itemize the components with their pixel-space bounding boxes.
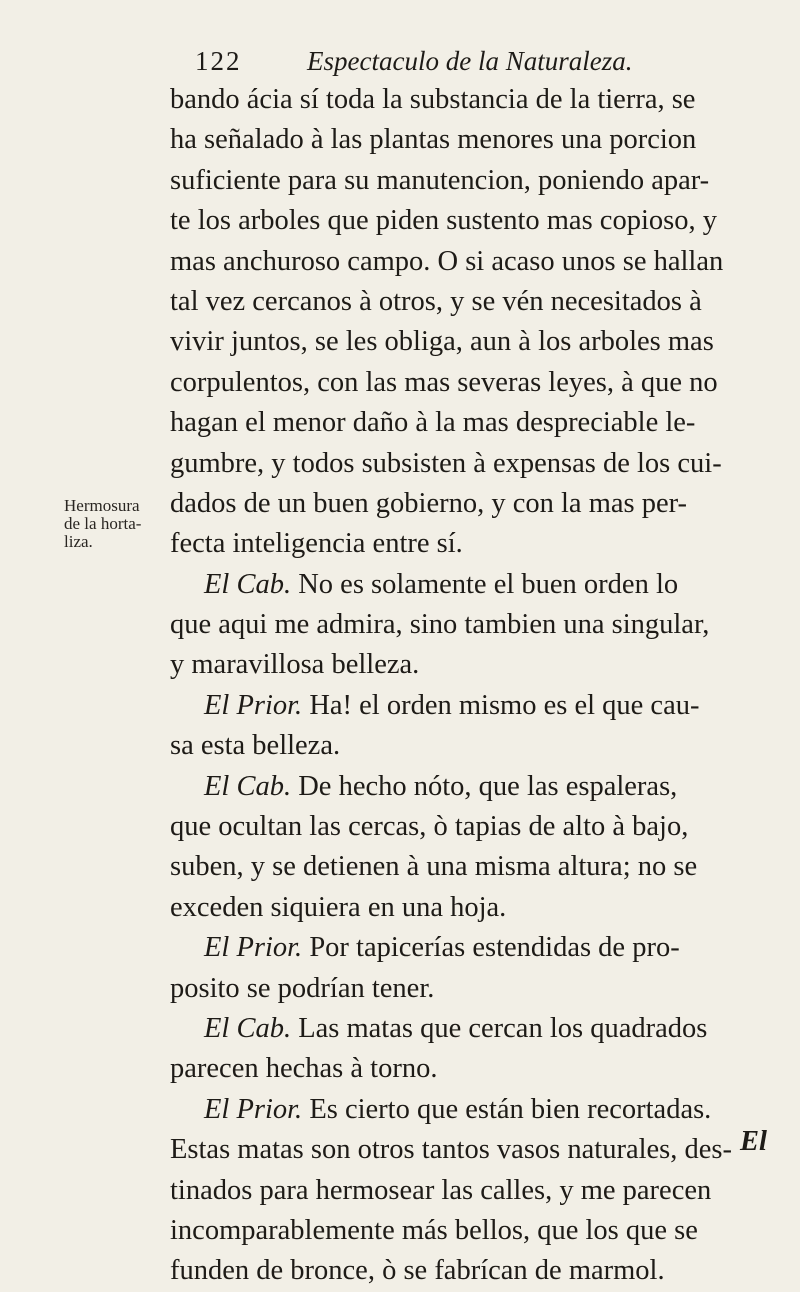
text-line (170, 242, 790, 282)
text-line (170, 322, 790, 362)
text-line (170, 969, 790, 1009)
text-line (170, 645, 790, 685)
text-line (170, 1251, 790, 1291)
text-line (170, 1130, 790, 1170)
line-text: posito se podrían tener. (170, 972, 435, 1004)
line-text: mas anchuroso campo. O si acaso unos se hallan (170, 245, 724, 277)
speaker-name: El Cab. (204, 568, 292, 600)
line-text: que ocultan las cercas, ò tapias de alto à bajo, (170, 811, 689, 843)
line-text: y maravillosa belleza. (170, 649, 420, 681)
line-text: Ha! el orden mismo es el que cau- (302, 689, 700, 721)
line-text: sa esta belleza. (170, 730, 341, 762)
running-title: Espectaculo de la Naturaleza. (307, 46, 633, 76)
margin-note-line: de la horta- (64, 514, 142, 533)
text-line (170, 1211, 790, 1251)
speaker-name: El Prior. (204, 689, 303, 721)
line-text: te los arboles que piden sustento mas copioso, y (170, 205, 717, 237)
text-line (170, 201, 790, 241)
line-text: No es solamente el buen orden lo (291, 568, 679, 600)
line-text: bando ácia sí toda la substancia de la tierra, se (170, 84, 696, 115)
line-text: dados de un buen gobierno, y con la mas per- (170, 487, 688, 519)
text-line (170, 282, 790, 322)
text-line (170, 524, 790, 564)
text-line (170, 726, 790, 766)
page-number: 122 (195, 46, 242, 76)
dialogue-line (170, 565, 790, 605)
line-text: exceden siquiera en una hoja. (170, 891, 507, 923)
line-text: Es cierto que están bien recortadas. (302, 1093, 712, 1125)
line-text: hagan el menor daño à la mas despreciable le- (170, 407, 696, 439)
dialogue-line (170, 1009, 790, 1049)
text-line (170, 888, 790, 928)
line-text: ha señalado à las plantas menores una porcion (170, 124, 697, 156)
line-text: fecta inteligencia entre sí. (170, 528, 463, 560)
line-text: tal vez cercanos à otros, y se vén necesitados à (170, 285, 702, 317)
text-line (170, 444, 790, 484)
dialogue-line (170, 1090, 790, 1130)
speaker-name: El Cab. (204, 770, 292, 802)
text-line (170, 807, 790, 847)
line-text: funden de bronce, ò se fabrícan de marmol. (170, 1255, 665, 1287)
text-line (170, 605, 790, 645)
line-text: que aqui me admira, sino tambien una singular, (170, 609, 710, 641)
dialogue-line (170, 686, 790, 726)
text-line (170, 161, 790, 201)
line-text: Las matas que cercan los quadrados (291, 1012, 708, 1044)
dialogue-line (170, 767, 790, 807)
line-text: parecen hechas à torno. (170, 1053, 438, 1085)
text-line (170, 403, 790, 443)
catchword: El (740, 1126, 767, 1157)
text-line (170, 1049, 790, 1089)
text-line (170, 363, 790, 403)
margin-note (64, 497, 174, 551)
margin-note-line: liza. (64, 532, 93, 551)
line-text: gumbre, y todos subsisten à expensas de los cui- (170, 447, 722, 479)
speaker-name: El Cab. (204, 1012, 292, 1044)
line-text: corpulentos, con las mas severas leyes, à que no (170, 366, 718, 398)
line-text: vivir juntos, se les obliga, aun à los arboles mas (170, 326, 714, 358)
line-text: Por tapicerías estendidas de pro- (302, 932, 680, 964)
line-text: tinados para hermosear las calles, y me parecen (170, 1174, 712, 1206)
line-text: incomparablemente más bellos, que los que se (170, 1214, 698, 1246)
line-text: suficiente para su manutencion, poniendo apar- (170, 164, 710, 196)
dialogue-line (170, 928, 790, 968)
speaker-name: El Prior. (204, 932, 303, 964)
text-line (170, 484, 790, 524)
margin-note-line: Hermosura (64, 496, 140, 515)
line-text: suben, y se detienen à una misma altura; no se (170, 851, 698, 883)
line-text: De hecho nóto, que las espaleras, (291, 770, 678, 802)
text-line (170, 80, 790, 120)
text-line (170, 120, 790, 160)
text-line (170, 847, 790, 887)
line-text: Estas matas son otros tantos vasos naturales, des- (170, 1134, 732, 1166)
speaker-name: El Prior. (204, 1093, 303, 1125)
text-line (170, 1171, 790, 1211)
body-text (170, 80, 790, 1292)
